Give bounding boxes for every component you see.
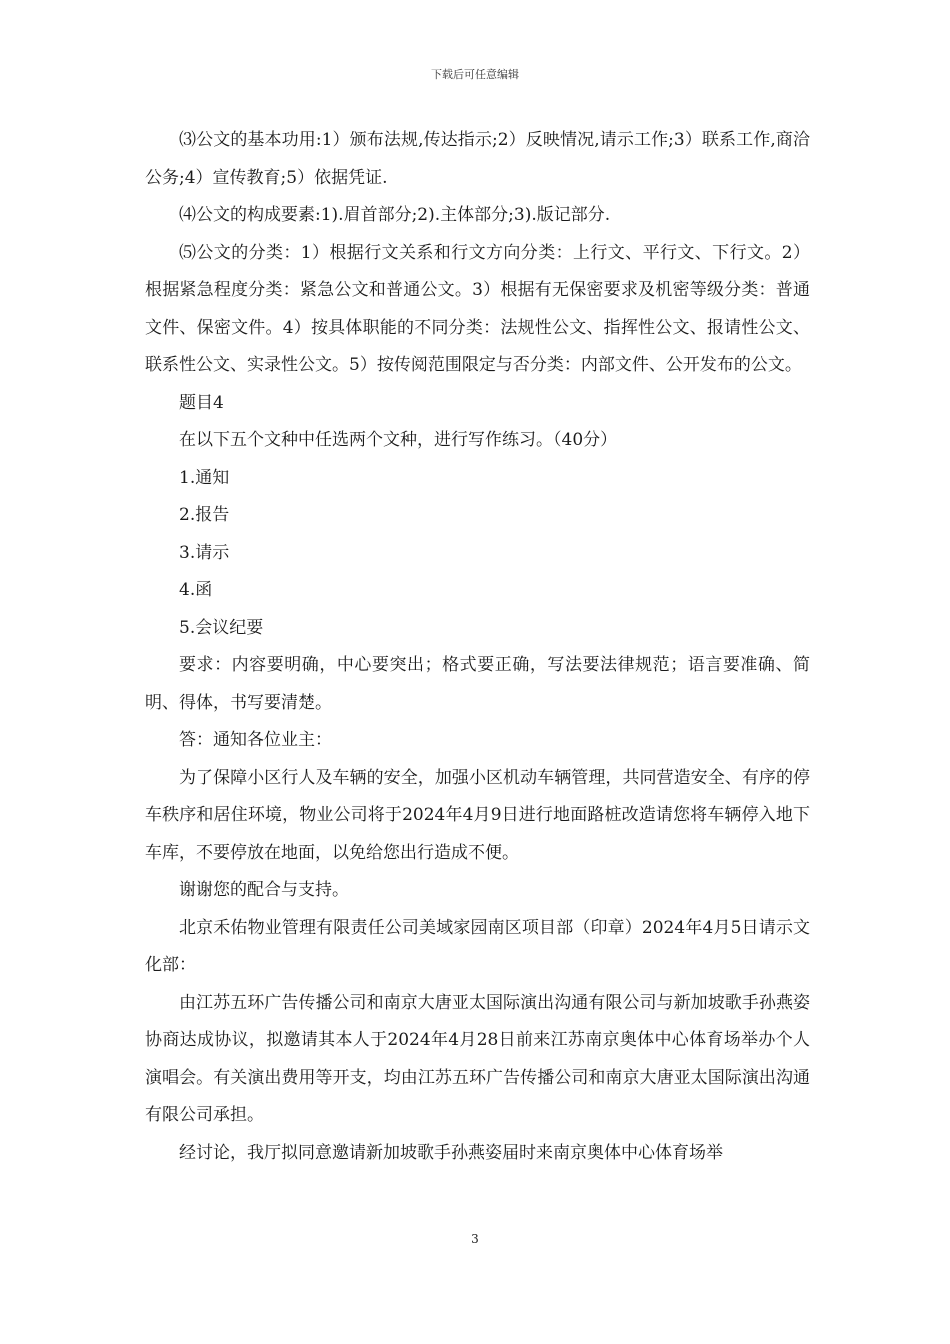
option-item: 2.报告 bbox=[179, 505, 230, 525]
notice-signature: 北京禾佑物业管理有限责任公司美域家园南区项目部（印章）2024年4月5日请示文化部： bbox=[145, 917, 810, 975]
question-instruction: 在以下五个文种中任选两个文种，进行写作练习。（40分） bbox=[179, 430, 618, 450]
document-body bbox=[145, 122, 810, 1172]
requirements: 要求：内容要明确，中心要突出；格式要正确，写法要法律规范；语言要准确、简明、得体，书写要清楚。 bbox=[145, 655, 810, 713]
paragraph-elements: ⑷公文的构成要素:1).眉首部分;2).主体部分;3).版记部分. bbox=[179, 205, 611, 225]
notice-thanks: 谢谢您的配合与支持。 bbox=[179, 880, 349, 900]
header-note: 下载后可任意编辑 bbox=[431, 68, 519, 81]
page-number: 3 bbox=[471, 1232, 479, 1246]
notice-body: 为了保障小区行人及车辆的安全，加强小区机动车辆管理，共同营造安全、有序的停车秩序和居住环境，物业公司将于2024年4月9日进行地面路桩改造请您将车辆停入地下车库，不要停放在地面，以免给您出行造成不便。 bbox=[145, 767, 810, 863]
answer-heading: 答：通知各位业主： bbox=[179, 730, 332, 750]
option-item: 4.函 bbox=[179, 580, 213, 600]
option-item: 1.通知 bbox=[179, 467, 230, 488]
request-continuation: 经讨论，我厅拟同意邀请新加坡歌手孙燕姿届时来南京奥体中心体育场举 bbox=[179, 1142, 723, 1163]
option-item: 3.请示 bbox=[179, 542, 230, 563]
paragraph-basic-functions: ⑶公文的基本功用:1）颁布法规,传达指示;2）反映情况,请示工作;3）联系工作,商洽公务;4）宣传教育;5）依据凭证. bbox=[145, 130, 810, 188]
question-title: 题目4 bbox=[179, 392, 224, 413]
paragraph-classification: ⑸公文的分类：1）根据行文关系和行文方向分类：上行文、平行文、下行文。2）根据紧急程度分类：紧急公文和普通公文。3）根据有无保密要求及机密等级分类：普通文件、保密文件。4）按具体职能的不同分类：法规性公文、指挥性公文、报请性公文、联系性公文、实录性公文。5）按传阅范围限定与否分类：内部文件、公开发布的公文。 bbox=[145, 242, 810, 375]
request-body: 由江苏五环广告传播公司和南京大唐亚太国际演出沟通有限公司与新加坡歌手孙燕姿协商达成协议，拟邀请其本人于2024年4月28日前来江苏南京奥体中心体育场举办个人演唱会。有关演出费用等开支，均由江苏五环广告传播公司和南京大唐亚太国际演出沟通有限公司承担。 bbox=[145, 992, 810, 1125]
option-item: 5.会议纪要 bbox=[179, 617, 264, 638]
